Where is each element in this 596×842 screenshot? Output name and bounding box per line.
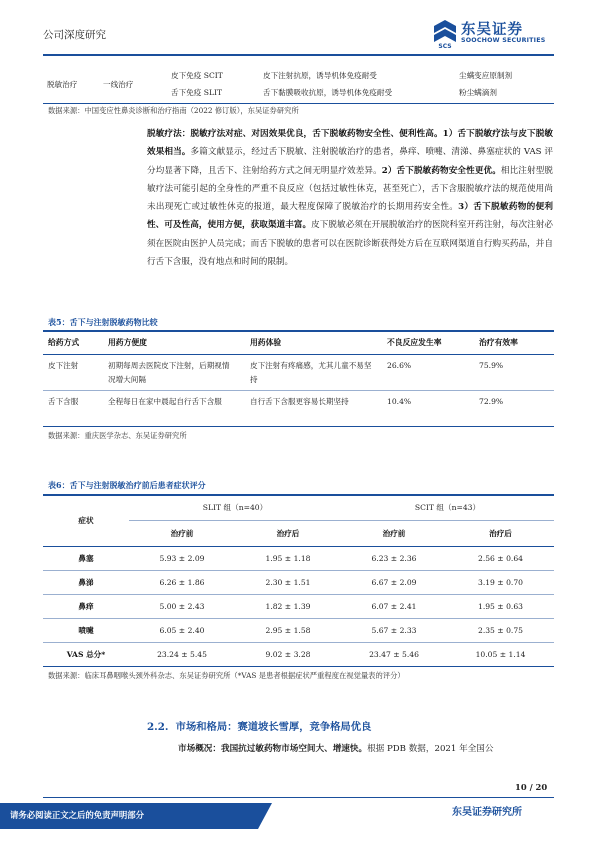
- table-cell: 全程每日在家中晨起自行舌下含服: [108, 396, 222, 406]
- table-rule: [43, 426, 554, 427]
- column-header: 症状: [78, 516, 94, 526]
- row-label: 喷嚏: [78, 625, 94, 635]
- table-cell: 23.24 ± 5.45: [157, 649, 207, 659]
- table-cell: 72.9%: [479, 396, 504, 406]
- column-header: 治疗前: [382, 528, 406, 538]
- paragraph-text-2: 相比注射型脱敏疗法可能引起的全身性的严重不良反应（包括过敏性休克，甚至死亡），舌下含服脱敏疗法的规范使用尚未出现死亡或过敏性休克的报道，最大程度保障了脱敏治疗的长期用药安全性。: [147, 165, 553, 213]
- table-cell: 5.93 ± 2.09: [159, 553, 205, 563]
- table6-caption: 表6：舌下与注射脱敏治疗前后患者症状评分: [48, 480, 206, 490]
- table-cell: 6.05 ± 2.40: [159, 625, 205, 635]
- table-header-row: [43, 496, 554, 520]
- header-title: 公司深度研究: [43, 29, 106, 41]
- table6: [43, 496, 554, 667]
- treatment-table: [43, 67, 554, 101]
- table-row: [43, 570, 554, 594]
- footer-rule: [43, 797, 554, 798]
- page-number: 10 / 20: [515, 782, 548, 792]
- table-cell: 皮下免疫 SCIT: [171, 71, 223, 80]
- logo-badge: SCS: [438, 43, 452, 49]
- table-cell: 粉尘螨滴剂: [459, 88, 497, 97]
- table-cell: 5.00 ± 2.43: [159, 601, 205, 611]
- logo-english-name: SOOCHOW SECURITIES: [461, 37, 546, 44]
- paragraph-text-1: 多篇文献显示，经过舌下脱敏、注射脱敏治疗的患者，鼻痒、喷嚏、清涕、鼻塞症状的 VAS 评分均显著下降，且舌下、注射给药方式之间无明显疗效差异。: [147, 147, 553, 176]
- table-cell: 2.35 ± 0.75: [477, 625, 523, 635]
- table5: [43, 332, 554, 426]
- header-rule: [43, 54, 554, 56]
- column-header: 治疗有效率: [479, 338, 518, 347]
- table-cell: 75.9%: [479, 360, 504, 370]
- paragraph-bold-3: 3）舌下脱敏药物的便利性、可及性高，使用方便，获取渠道丰富。: [147, 202, 553, 231]
- paragraph-text-3: 皮下脱敏必须在开展脱敏治疗的医院科室开药注射，每次注射必须在医院由医护人员完成；而舌下脱敏的患者可以在医院诊断获得处方后在互联网渠道自行购买药品，并自行舌下含服，没有地点和时间的限制。: [147, 220, 553, 268]
- column-header: 治疗后: [276, 528, 300, 538]
- column-header: 用药体验: [250, 338, 282, 347]
- row-label: VAS 总分*: [66, 649, 106, 659]
- column-header: 用药方便度: [108, 338, 147, 347]
- table-cell: 2.30 ± 1.51: [265, 577, 311, 587]
- table-row: [43, 354, 554, 390]
- section-number: 2.2.: [147, 721, 169, 733]
- table-cell: 1.95 ± 1.18: [265, 553, 311, 563]
- column-header: 不良反应发生率: [387, 338, 442, 347]
- table-row: [43, 618, 554, 642]
- section-heading: [147, 718, 371, 733]
- column-header: 治疗后: [489, 528, 512, 538]
- table5-source: 数据来源：重庆医学杂志、东吴证券研究所: [48, 431, 187, 440]
- paragraph-bold-1: 脱敏疗法：脱敏疗法对症、对因效果优良，舌下脱敏药物安全性、便利性高。1）舌下脱敏疗法与皮下脱敏效果相当。: [147, 129, 553, 158]
- table-cell: 脱敏治疗: [47, 79, 78, 89]
- table-cell: 2.95 ± 1.58: [265, 625, 311, 635]
- column-header: 治疗前: [170, 528, 194, 538]
- table-cell: 舌下黏膜吸收抗原，诱导机体免疫耐受: [263, 88, 393, 97]
- table-cell: 一线治疗: [103, 79, 134, 89]
- body-paragraph: [147, 125, 553, 271]
- section-lead-text: 根据 PDB 数据，2021 年全国公: [367, 744, 494, 754]
- table-row: [43, 642, 554, 666]
- table-row: [43, 546, 554, 570]
- footer-org: 东吴证券研究所: [452, 807, 522, 818]
- table-cell: 尘螨变应原制剂: [459, 71, 513, 80]
- table-cell: 初期每周去医院皮下注射，后期视情况增大间隔: [108, 360, 230, 384]
- table-cell: 10.4%: [387, 396, 412, 406]
- table-cell: 6.67 ± 2.09: [371, 577, 417, 587]
- table-cell: 自行舌下含服更容易长期坚持: [250, 396, 349, 406]
- table-cell: 23.47 ± 5.46: [369, 649, 419, 659]
- table-cell: 皮下注射有疼痛感，尤其儿童不易坚持: [250, 360, 372, 384]
- group-header: SCIT 组（n=43）: [341, 496, 554, 520]
- table-cell: 舌下含服: [48, 396, 79, 406]
- table-cell: 9.02 ± 3.28: [265, 649, 311, 659]
- group-header: SLIT 组（n=40）: [129, 496, 341, 520]
- table-cell: 皮下注射抗原，诱导机体免疫耐受: [263, 71, 377, 80]
- logo-chinese-name: 东吴证券: [461, 22, 523, 38]
- row-label: 鼻塞: [78, 553, 94, 563]
- section-title: 市场和格局：赛道坡长雪厚，竞争格局优良: [175, 721, 372, 733]
- table-cell: 2.56 ± 0.64: [477, 553, 523, 563]
- table-rule: [43, 103, 554, 104]
- table-cell: 6.07 ± 2.41: [371, 601, 417, 611]
- table-row: [43, 390, 554, 426]
- table-row: [43, 67, 554, 84]
- table-row: [43, 594, 554, 618]
- table-cell: 6.23 ± 2.36: [371, 553, 417, 563]
- table-cell: 3.19 ± 0.70: [477, 577, 523, 587]
- table-cell: 26.6%: [387, 360, 412, 370]
- section-lead: [178, 742, 493, 754]
- section-lead-bold: 市场概况：我国抗过敏药物市场空间大、增速快。: [178, 744, 368, 754]
- paragraph-bold-2: 2）舌下脱敏药物安全性更优。: [381, 165, 501, 176]
- row-label: 鼻痒: [78, 601, 94, 611]
- table-cell: 舌下免疫 SLIT: [171, 88, 223, 97]
- table-cell: 皮下注射: [48, 360, 79, 370]
- column-header: 给药方式: [48, 338, 80, 347]
- disclaimer-link[interactable]: 请务必阅读正文之后的免责声明部分: [10, 810, 144, 820]
- table-cell: 5.67 ± 2.33: [371, 625, 417, 635]
- table6-source: 数据来源：临床耳鼻咽喉头颈外科杂志、东吴证券研究所（*VAS 是患者根据症状严重程度在视觉量表的评分）: [48, 671, 405, 680]
- table5-caption: 表5：舌下与注射脱敏药物比较: [48, 317, 158, 327]
- table-cell: 1.82 ± 1.39: [265, 601, 311, 611]
- table-cell: 10.05 ± 1.14: [475, 649, 526, 659]
- table-cell: 6.26 ± 1.86: [159, 577, 205, 587]
- table-source: 数据来源：中国变应性鼻炎诊断和治疗指南（2022 修订版），东吴证券研究所: [48, 106, 299, 115]
- disclaimer-bar-tip: [258, 803, 272, 829]
- company-logo-icon: [432, 19, 458, 49]
- table-cell: 1.95 ± 0.63: [477, 601, 523, 611]
- row-label: 鼻涕: [78, 577, 94, 587]
- table-header-row: [43, 332, 554, 354]
